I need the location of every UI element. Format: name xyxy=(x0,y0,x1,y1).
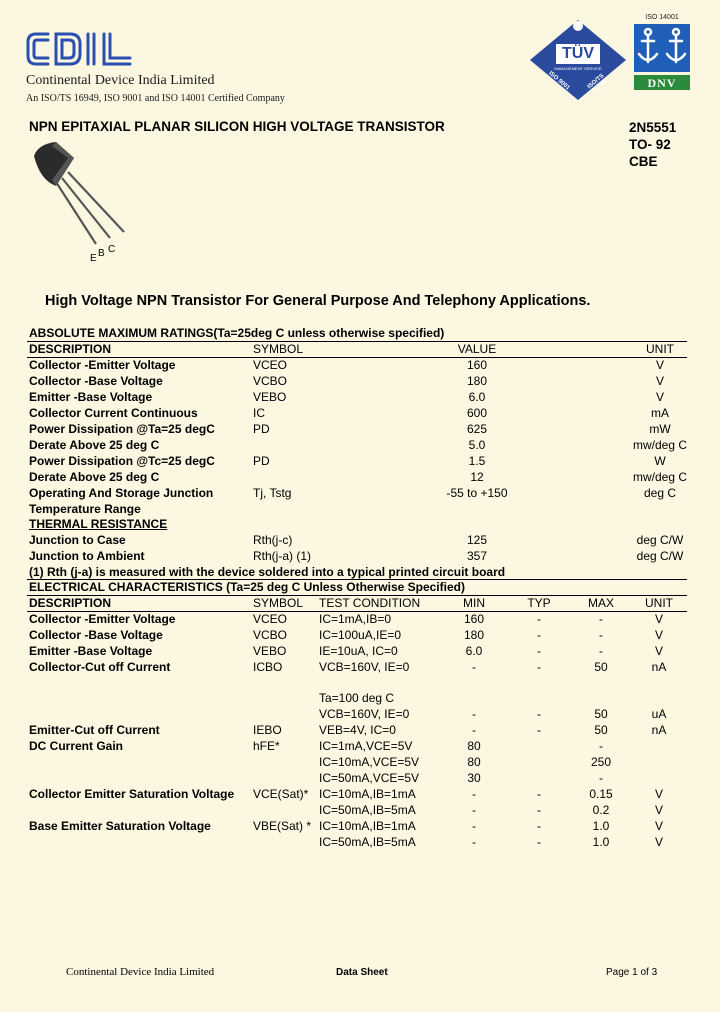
table-row: Collector Current Continuous IC 600 mA xyxy=(29,406,669,420)
tuv-iso-ts: ISO/TS 16949 xyxy=(586,73,609,94)
table-row: Base Emitter Saturation Voltage VBE(Sat) * IC=10mA,IB=1mA - - 1.0 V xyxy=(29,819,663,833)
table-row xyxy=(29,675,689,691)
company-name: Continental Device India Limited xyxy=(26,73,215,88)
pin-label-e: E xyxy=(90,253,97,264)
product-tagline: High Voltage NPN Transistor For General Purpose And Telephony Applications. xyxy=(45,293,591,309)
abs-max-title: ABSOLUTE MAXIMUM RATINGS(Ta=25deg C unless otherwise specified) xyxy=(29,326,445,340)
table-row: Junction to Case Rth(j-c) 125 deg C/W xyxy=(29,533,684,547)
table-row: Ta=100 deg C xyxy=(319,691,395,705)
table-row: Collector Emitter Saturation Voltage VCE(Sat)* IC=10mA,IB=1mA - - 0.15 V xyxy=(29,787,663,801)
part-number: 2N5551 xyxy=(629,120,677,135)
dnv-badge xyxy=(634,14,690,102)
table-row: Collector-Cut off Current ICBO VCB=160V, IE=0 - - 50 nA xyxy=(29,660,667,674)
footer-label: Data Sheet xyxy=(336,967,388,978)
tuv-badge xyxy=(528,18,628,102)
table-row: IC=50mA,VCE=5V 30 - xyxy=(319,771,603,785)
cdil-logo-icon xyxy=(26,28,138,70)
table-row: Junction to Ambient Rth(j-a) (1) 357 deg C/W xyxy=(29,549,684,563)
table-row: Emitter -Base Voltage VEBO IE=10uA, IC=0 6.0 - - V xyxy=(29,644,663,658)
table-row: IC=10mA,VCE=5V 80 250 xyxy=(319,755,612,769)
certification-line: An ISO/TS 16949, ISO 9001 and ISO 14001 Certified Company xyxy=(26,93,285,104)
table-row: Temperature Range xyxy=(29,502,141,516)
tuv-subtitle: MANAGEMENT SERVICE xyxy=(554,66,602,71)
table-row: Power Dissipation @Tc=25 degC PD 1.5 W xyxy=(29,454,666,468)
table-row: Derate Above 25 deg C 12 mw/deg C xyxy=(29,470,688,484)
pin-label-b: B xyxy=(98,248,105,259)
transistor-icon xyxy=(26,140,136,266)
table-row: Collector -Emitter Voltage VCEO IC=1mA,IB=0 160 - - V xyxy=(29,612,663,626)
pin-label-c: C xyxy=(108,244,116,255)
table-row: IC=50mA,IB=5mA - - 1.0 V xyxy=(319,835,663,849)
table-row: Power Dissipation @Ta=25 degC PD 625 mW xyxy=(29,422,671,436)
electrical-title: ELECTRICAL CHARACTERISTICS (Ta=25 deg C Unless Otherwise Specified) xyxy=(29,580,465,594)
to92-package-drawing xyxy=(26,140,136,266)
table-row: VCB=160V, IE=0 - - 50 uA xyxy=(319,707,667,721)
table-row: Collector -Base Voltage VCBO IC=100uA,IE=0 180 - - V xyxy=(29,628,663,642)
table-row: IC=50mA,IB=5mA - - 0.2 V xyxy=(319,803,663,817)
product-title: NPN EPITAXIAL PLANAR SILICON HIGH VOLTAGE TRANSISTOR xyxy=(29,119,445,134)
table-row: Collector -Emitter Voltage VCEO 160 V xyxy=(29,358,664,372)
package-type: TO- 92 xyxy=(629,137,671,152)
dnv-iso-label: ISO 14001 xyxy=(645,14,679,21)
table-row: Emitter-Cut off Current IEBO VEB=4V, IC=0 - - 50 nA xyxy=(29,723,667,737)
footer-company: Continental Device India Limited xyxy=(66,966,215,978)
tuv-iso-9001: ISO 9001 xyxy=(547,70,571,92)
thermal-title: THERMAL RESISTANCE xyxy=(29,517,168,531)
table-row: Operating And Storage Junction Tj, Tstg -55 to +150 deg C xyxy=(29,486,677,500)
table-row: Derate Above 25 deg C 5.0 mw/deg C xyxy=(29,438,688,452)
cdil-logo xyxy=(26,28,138,75)
electrical-header: DESCRIPTION SYMBOL TEST CONDITION MIN TYP MAX UNIT xyxy=(29,596,673,610)
table-row: Collector -Base Voltage VCBO 180 V xyxy=(29,374,664,388)
table-row: Emitter -Base Voltage VEBO 6.0 V xyxy=(29,390,664,404)
pinout: CBE xyxy=(629,154,658,169)
abs-max-header: DESCRIPTION SYMBOL VALUE UNIT xyxy=(29,342,674,356)
dnv-brand: DNV xyxy=(647,76,677,90)
table-row: DC Current Gain hFE* IC=1mA,VCE=5V 80 - xyxy=(29,739,603,753)
tuv-brand: TÜV xyxy=(562,45,594,62)
footer-page-number: Page 1 of 3 xyxy=(606,967,658,978)
thermal-note: (1) Rth (j-a) is measured with the device soldered into a typical printed circuit board xyxy=(29,565,506,579)
